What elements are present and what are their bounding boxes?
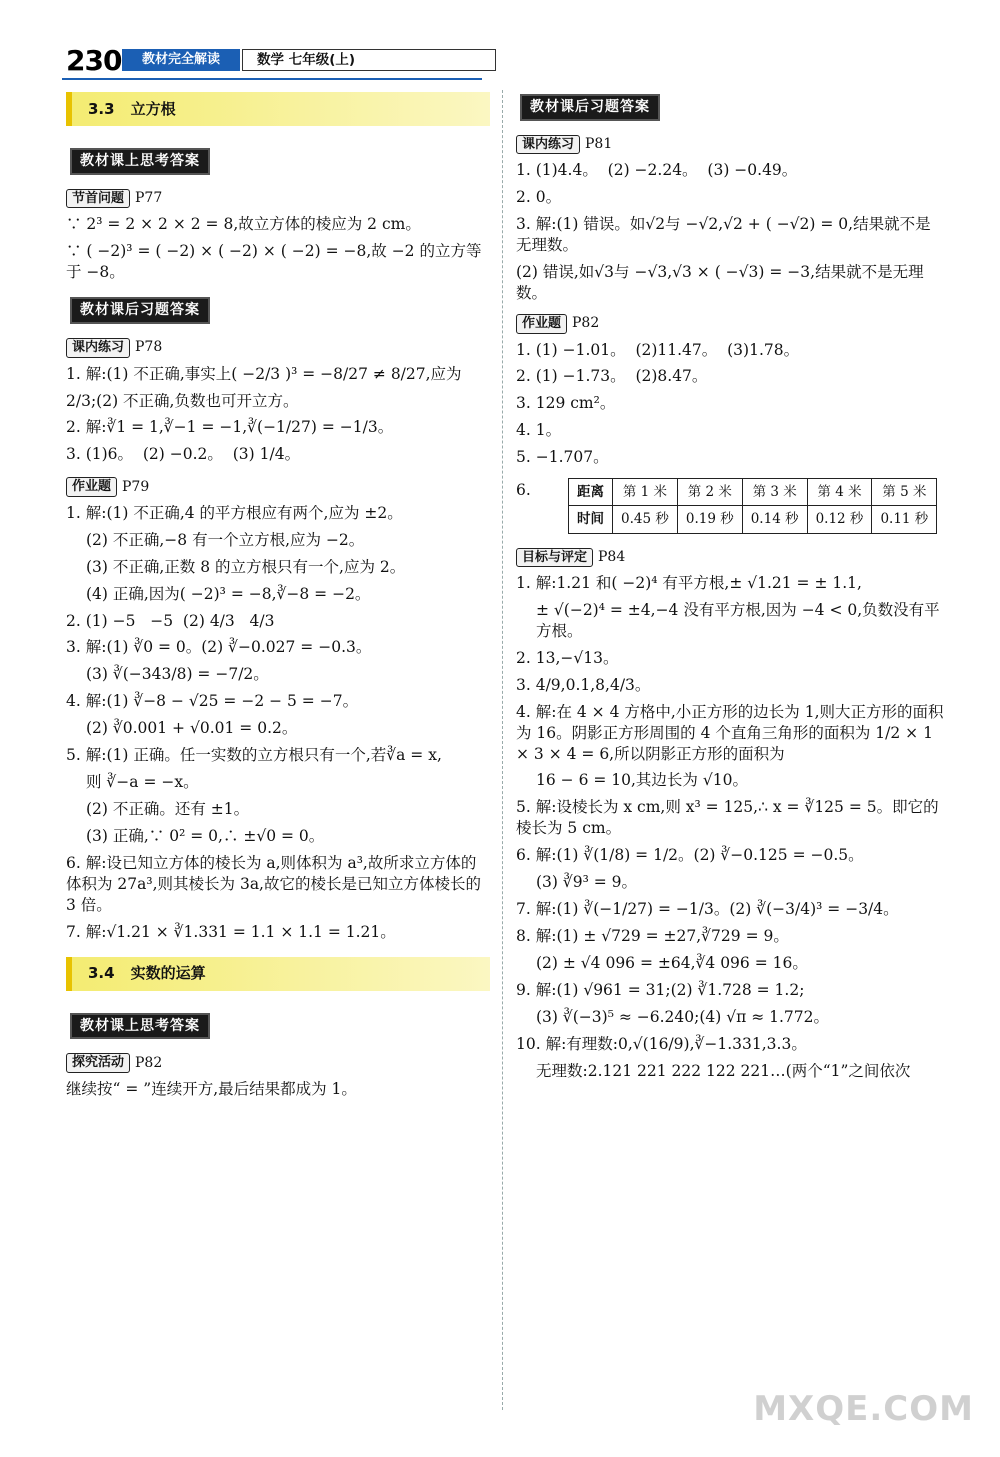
answer-line: (3) ∛9³ = 9。 [536, 873, 638, 892]
page-ref: P81 [585, 136, 613, 153]
answer-line: 6. 解:(1) ∛(1/8) = 1/2。(2) ∛−0.125 = −0.5。 [516, 846, 864, 865]
answer-line: 8. 解:(1) ± √729 = ±27,∛729 = 9。 [516, 927, 789, 946]
sub-tag-label: 作业题 [66, 477, 117, 497]
sub-tag-label: 探究活动 [66, 1053, 130, 1073]
answer-line: 3. 解:(1) 错误。如√2与 −√2,√2 + ( −√2) = 0,结果就不是无理数。 [516, 215, 931, 255]
sub-heading-kenei [516, 135, 946, 155]
sub-heading-zuoye [66, 477, 490, 497]
table-cell: 第 5 米 [872, 479, 937, 506]
answer-line: (3) ∛(−3)⁵ ≈ −6.240;(4) √π ≈ 1.772。 [536, 1007, 830, 1026]
sub-tag-label: 目标与评定 [516, 548, 593, 568]
table-row [569, 479, 937, 506]
answer-line: 4. 1。 [516, 421, 562, 440]
answer-line: 继续按“ = ”连续开方,最后结果都成为 1。 [66, 1079, 357, 1098]
answer-line: 1. (1) −1.01。 (2)11.47。 (3)1.78。 [516, 340, 800, 359]
answer-line: 2. (1) −5 −5 (2) 4/3 4/3 [66, 611, 275, 630]
answer-line: (4) 正确,因为( −2)³ = −8,∛−8 = −2。 [86, 584, 371, 603]
table-cell: 时间 [569, 506, 613, 533]
page-number: 230 [66, 44, 122, 77]
table-cell: 0.11 秒 [872, 506, 937, 533]
answer-line: 2. (1) −1.73。 (2)8.47。 [516, 367, 708, 386]
answer-line: 4. 解:(1) ∛−8 − √25 = −2 − 5 = −7。 [66, 692, 359, 711]
column-divider [502, 90, 503, 1410]
sub-tag-label: 节首问题 [66, 189, 130, 209]
distance-time-table [568, 478, 937, 533]
table-cell: 第 3 米 [742, 479, 807, 506]
answer-line: 4. 解:在 4 × 4 方格中,小正方形的边长为 1,则大正方形的面积为 16。阴影正方形周围的 4 个直角三角形的面积为 1/2 × 1 × 3 × 4 = 6,所以阴影正方形的面积为 [516, 702, 944, 763]
answer-line: (3) 不正确,正数 8 的立方根只有一个,应为 2。 [86, 557, 406, 576]
page-ref: P77 [135, 190, 163, 207]
answer-line: 16 − 6 = 10,其边长为 √10。 [536, 771, 748, 790]
right-column [516, 92, 946, 1088]
answer-line: (2) ∛0.001 + √0.01 = 0.2。 [86, 719, 298, 738]
answer-line: 3. (1)6。 (2) −0.2。 (3) 1/4。 [66, 445, 301, 464]
sub-heading-jieshou [66, 189, 490, 209]
page-ref: P78 [135, 339, 163, 356]
page-header [62, 40, 962, 80]
answer-line: 3. 解:(1) ∛0 = 0。(2) ∛−0.027 = −0.3。 [66, 638, 372, 657]
tag-think-answers: 教材课上思考答案 [70, 148, 210, 175]
sub-tag-label: 作业题 [516, 314, 567, 334]
answer-line: 2. 解:∛1 = 1,∛−1 = −1,∛(−1/27) = −1/3。 [66, 418, 394, 437]
table-cell: 0.14 秒 [742, 506, 807, 533]
sub-heading-kenei [66, 338, 490, 358]
answer-line: (3) ∛(−343/8) = −7/2。 [86, 665, 269, 684]
subject-label: 数学 七年级(上) [242, 49, 496, 71]
answer-line: 1. 解:(1) 不正确,事实上( −2/3 )³ = −8/27 ≠ 8/27,应为 [66, 364, 462, 383]
tag-think-answers: 教材课上思考答案 [70, 1013, 210, 1040]
answer-line: 5. 解:(1) 正确。任一实数的立方根只有一个,若∛a = x, [66, 746, 442, 765]
answer-line: (2) 不正确,−8 有一个立方根,应为 −2。 [86, 530, 365, 549]
page-ref: P84 [598, 548, 626, 565]
table-cell: 0.19 秒 [677, 506, 742, 533]
answer-line: 无理数:2.121 221 222 122 221…(两个“1”之间依次 [536, 1061, 911, 1080]
answer-line: 5. −1.707。 [516, 448, 609, 467]
answer-line: 7. 解:(1) ∛(−1/27) = −1/3。(2) ∛(−3/4)³ = −3/4。 [516, 900, 899, 919]
header-rule [62, 78, 482, 80]
section-title: 立方根 [130, 99, 176, 118]
answer-line: 1. (1)4.4。 (2) −2.24。 (3) −0.49。 [516, 161, 798, 180]
answer-line: 2. 0。 [516, 188, 562, 207]
tag-after-class-answers: 教材课后习题答案 [520, 94, 660, 121]
section-heading-3-3 [66, 92, 490, 126]
answer-line: 6. 解:设已知立方体的棱长为 a,则体积为 a³,故所求立方体的体积为 27a³,则其棱长为 3a,故它的棱长是已知立方体棱长的 3 倍。 [66, 853, 486, 914]
answer-line: 3. 4/9,0.1,8,4/3。 [516, 675, 651, 694]
table-cell: 距离 [569, 479, 613, 506]
answer-line: (2) ± √4 096 = ±64,∛4 096 = 16。 [536, 953, 808, 972]
answer-line: ∵ 2³ = 2 × 2 × 2 = 8,故立方体的棱应为 2 cm。 [66, 215, 421, 234]
answer-line: ∵ ( −2)³ = ( −2) × ( −2) × ( −2) = −8,故 −2 的立方等于 −8。 [66, 242, 482, 282]
page-ref: P79 [122, 478, 150, 495]
question-number: 6. [516, 481, 531, 500]
answer-line: 5. 解:设棱长为 x cm,则 x³ = 125,∴ x = ∛125 = 5。即它的棱长为 5 cm。 [516, 798, 939, 838]
answer-line: 2/3;(2) 不正确,负数也可开立方。 [66, 391, 299, 410]
answer-line: 1. 解:1.21 和( −2)⁴ 有平方根,± √1.21 = ± 1.1, [516, 574, 862, 593]
sub-tag-label: 课内练习 [66, 338, 130, 358]
answer-line: 3. 129 cm²。 [516, 394, 616, 413]
answer-line: 2. 13,−√13。 [516, 648, 619, 667]
question-6 [516, 474, 946, 541]
answer-line: 1. 解:(1) 不正确,4 的平方根应有两个,应为 ±2。 [66, 503, 403, 522]
section-heading-3-4 [66, 957, 490, 991]
section-number: 3.3 [88, 99, 115, 118]
answer-line: 则 ∛−a = −x。 [86, 773, 199, 792]
tag-after-class-answers: 教材课后习题答案 [70, 297, 210, 324]
answer-line: 10. 解:有理数:0,√(16/9),∛−1.331,3.3。 [516, 1034, 807, 1053]
section-number: 3.4 [88, 964, 115, 983]
table-cell: 0.45 秒 [613, 506, 678, 533]
table-cell: 0.12 秒 [807, 506, 872, 533]
book-name-badge: 教材完全解读 [122, 49, 240, 71]
answer-line: (3) 正确,∵ 0² = 0,∴ ±√0 = 0。 [86, 826, 325, 845]
answer-line: (2) 错误,如√3与 −√3,√3 × ( −√3) = −3,结果就不是无理数。 [516, 263, 924, 303]
watermark: MXQE.COM [753, 1389, 974, 1430]
sub-heading-tanjiu [66, 1053, 490, 1073]
sub-heading-zuoye [516, 314, 946, 334]
table-cell: 第 2 米 [677, 479, 742, 506]
page-ref: P82 [572, 315, 600, 332]
section-title: 实数的运算 [130, 964, 206, 983]
answer-line: 9. 解:(1) √961 = 31;(2) ∛1.728 = 1.2; [516, 980, 805, 999]
page-ref: P82 [135, 1054, 163, 1071]
left-column [66, 92, 490, 1106]
table-cell: 第 4 米 [807, 479, 872, 506]
answer-line: (2) 不正确。还有 ±1。 [86, 800, 250, 819]
answer-line: ± √(−2)⁴ = ±4,−4 没有平方根,因为 −4 < 0,负数没有平方根。 [536, 601, 940, 640]
sub-tag-label: 课内练习 [516, 135, 580, 155]
table-cell: 第 1 米 [613, 479, 678, 506]
answer-line: 7. 解:√1.21 × ∛1.331 = 1.1 × 1.1 = 1.21。 [66, 922, 396, 941]
sub-heading-mubiao [516, 548, 946, 568]
table-row [569, 506, 937, 533]
